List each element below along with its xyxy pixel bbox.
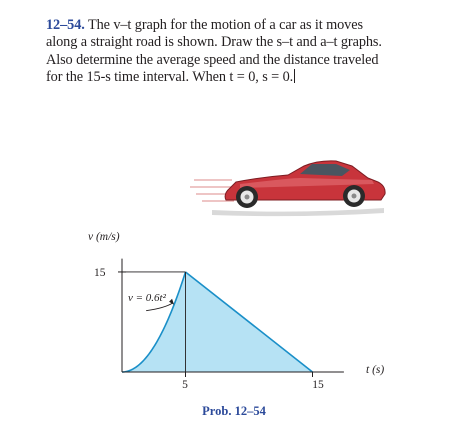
y-axis-label: v (m/s) [88,231,120,243]
car-rear-wheel [236,186,258,208]
x-tick-label-5: 5 [182,379,188,391]
car-front-wheel [343,185,365,207]
x-axis-label: t (s) [366,364,385,376]
y-tick-label: 15 [94,267,106,279]
vt-chart [88,231,384,391]
x-tick-label-15: 15 [312,379,324,391]
problem-number: 12–54. [46,17,85,33]
figure-caption: Prob. 12–54 [202,404,266,418]
problem-line-4: for the 15-s time interval. When t = 0, s = 0. [46,69,294,86]
problem-line-1: The v–t graph for the motion of a car as it moves [87,17,363,33]
car-shadow [212,208,384,216]
equation-label: v = 0.6t² [128,292,166,304]
problem-line-2: along a straight road is shown. Draw the s–t and a–t graphs. [46,34,382,51]
problem-line-3: Also determine the average speed and the distance traveled [46,51,379,68]
car-illustration [190,161,385,216]
area-under-curve [122,272,313,372]
